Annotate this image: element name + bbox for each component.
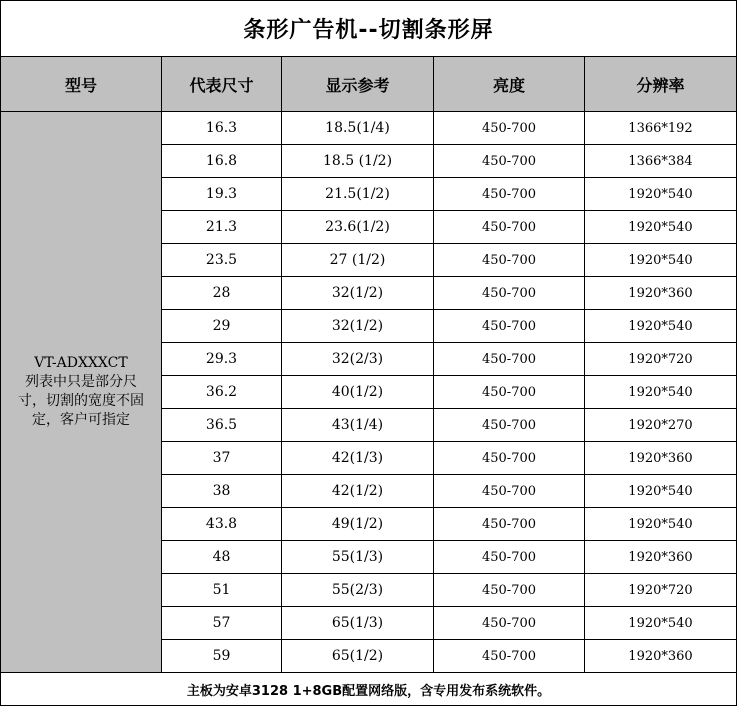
footer-note: 主板为安卓3128 1+8GB配置网络版，含专用发布系统软件。 (1, 673, 737, 706)
display-ref-cell: 21.5(1/2) (282, 178, 434, 211)
size-cell: 21.3 (162, 211, 282, 244)
resolution-cell: 1920*360 (585, 442, 737, 475)
model-note-line4: 定，客户可指定 (32, 412, 130, 428)
display-ref-cell: 49(1/2) (282, 508, 434, 541)
size-cell: 19.3 (162, 178, 282, 211)
display-ref-cell: 65(1/3) (282, 607, 434, 640)
header-display-ref: 显示参考 (282, 57, 434, 112)
brightness-cell: 450-700 (434, 211, 585, 244)
resolution-cell: 1920*540 (585, 475, 737, 508)
display-ref-cell: 27 (1/2) (282, 244, 434, 277)
size-cell: 36.5 (162, 409, 282, 442)
display-ref-cell: 18.5 (1/2) (282, 145, 434, 178)
size-cell: 23.5 (162, 244, 282, 277)
resolution-cell: 1920*360 (585, 541, 737, 574)
display-ref-cell: 23.6(1/2) (282, 211, 434, 244)
brightness-cell: 450-700 (434, 277, 585, 310)
header-model: 型号 (1, 57, 162, 112)
resolution-cell: 1920*540 (585, 376, 737, 409)
header-size: 代表尺寸 (162, 57, 282, 112)
brightness-cell: 450-700 (434, 310, 585, 343)
display-ref-cell: 55(2/3) (282, 574, 434, 607)
brightness-cell: 450-700 (434, 607, 585, 640)
brightness-cell: 450-700 (434, 376, 585, 409)
size-cell: 16.3 (162, 112, 282, 145)
size-cell: 59 (162, 640, 282, 673)
brightness-cell: 450-700 (434, 112, 585, 145)
resolution-cell: 1920*720 (585, 574, 737, 607)
display-ref-cell: 42(1/2) (282, 475, 434, 508)
display-ref-cell: 43(1/4) (282, 409, 434, 442)
table-row (1, 112, 737, 145)
brightness-cell: 450-700 (434, 508, 585, 541)
display-ref-cell: 32(1/2) (282, 277, 434, 310)
brightness-cell: 450-700 (434, 145, 585, 178)
resolution-cell: 1920*540 (585, 211, 737, 244)
title-row (1, 1, 737, 57)
display-ref-cell: 32(2/3) (282, 343, 434, 376)
brightness-cell: 450-700 (434, 640, 585, 673)
brightness-cell: 450-700 (434, 178, 585, 211)
size-cell: 16.8 (162, 145, 282, 178)
resolution-cell: 1920*540 (585, 310, 737, 343)
brightness-cell: 450-700 (434, 442, 585, 475)
resolution-cell: 1920*720 (585, 343, 737, 376)
brightness-cell: 450-700 (434, 343, 585, 376)
model-note-line1: VT-ADXXXCT (34, 355, 128, 371)
size-cell: 51 (162, 574, 282, 607)
brightness-cell: 450-700 (434, 409, 585, 442)
spec-table-body (1, 1, 737, 706)
display-ref-cell: 32(1/2) (282, 310, 434, 343)
resolution-cell: 1920*360 (585, 640, 737, 673)
size-cell: 48 (162, 541, 282, 574)
brightness-cell: 450-700 (434, 574, 585, 607)
resolution-cell: 1920*270 (585, 409, 737, 442)
size-cell: 36.2 (162, 376, 282, 409)
size-cell: 37 (162, 442, 282, 475)
size-cell: 38 (162, 475, 282, 508)
resolution-cell: 1920*540 (585, 607, 737, 640)
resolution-cell: 1920*540 (585, 508, 737, 541)
display-ref-cell: 65(1/2) (282, 640, 434, 673)
display-ref-cell: 40(1/2) (282, 376, 434, 409)
header-row (1, 57, 737, 112)
model-note-line2: 列表中只是部分尺 (25, 374, 137, 390)
size-cell: 29.3 (162, 343, 282, 376)
size-cell: 43.8 (162, 508, 282, 541)
resolution-cell: 1366*384 (585, 145, 737, 178)
footer-row (1, 673, 737, 706)
model-note-cell (1, 112, 162, 673)
table-title: 条形广告机--切割条形屏 (1, 1, 737, 57)
size-cell: 28 (162, 277, 282, 310)
brightness-cell: 450-700 (434, 475, 585, 508)
brightness-cell: 450-700 (434, 244, 585, 277)
resolution-cell: 1920*360 (585, 277, 737, 310)
brightness-cell: 450-700 (434, 541, 585, 574)
header-brightness: 亮度 (434, 57, 585, 112)
size-cell: 57 (162, 607, 282, 640)
resolution-cell: 1366*192 (585, 112, 737, 145)
display-ref-cell: 42(1/3) (282, 442, 434, 475)
size-cell: 29 (162, 310, 282, 343)
model-note-line3: 寸，切割的宽度不固 (18, 393, 144, 409)
resolution-cell: 1920*540 (585, 178, 737, 211)
header-resolution: 分辨率 (585, 57, 737, 112)
resolution-cell: 1920*540 (585, 244, 737, 277)
display-ref-cell: 55(1/3) (282, 541, 434, 574)
display-ref-cell: 18.5(1/4) (282, 112, 434, 145)
